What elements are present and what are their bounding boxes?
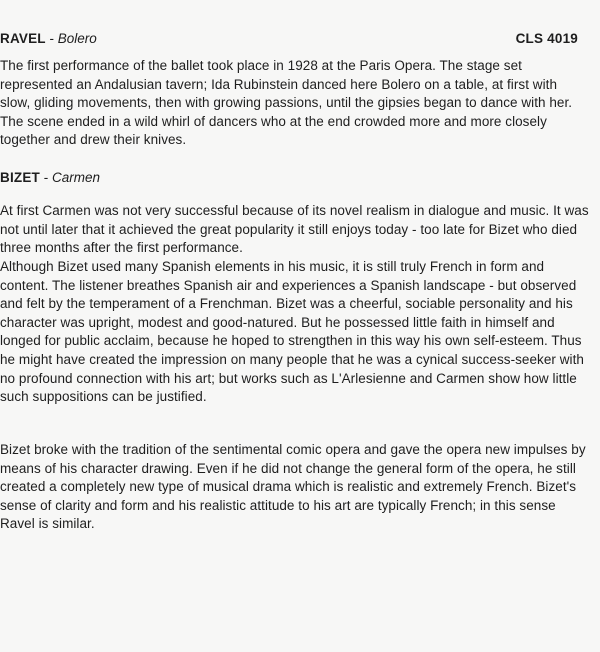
ravel-heading [0,30,594,47]
work-title: Bolero [57,31,97,46]
bizet-paragraph-1: At first Carmen was not very successful because of its novel realism in dialogue and music. It was not until later that it achieved the great popularity it still enjoys today - too late for Bizet who died three months after the first performance. [0,203,589,256]
catalog-number: CLS 4019 [515,31,578,46]
ravel-title [0,30,97,47]
title-separator: - [45,31,58,46]
title-separator: - [40,170,52,185]
ravel-paragraph: The first performance of the ballet took place in 1928 at the Paris Opera. The stage set represented an Andalusian tavern; Ida Rubinstein danced here Bolero on a table, at first with slow, gliding movements, then with growing passions, until the gipsies began to dance with her. The scene ended in a wild whirl of dancers who at the end crowded more and more closely together and drew their knives. [0,58,573,148]
bizet-paragraph-3: Bizet broke with the tradition of the sentimental comic opera and gave the opera new impulses by means of his character drawing. Even if he did not change the general form of the opera, he still created a completely new type of musical drama which is realistic and extremely French. Bizet's sense of clarity and form and his realistic attitude to his art are typically French; in this sense Ravel is similar. [0,442,586,532]
bizet-heading [0,169,100,186]
bizet-paragraph-2: Although Bizet used many Spanish elements in his music, it is still truly French in form and content. The listener breathes Spanish air and experiences a Spanish landscape - but observed and felt by the temperament of a Frenchman. Bizet was a cheerful, sociable personality and his character was upright, modest and good-natured. But he possessed little faith in himself and longed for public acclaim, because he hoped to strengthen in this way his own self-esteem. Thus he might have created the impression on many people that he was a cynical success-seeker with no profound connection with his art; but works such as L'Arlesienne and Carmen show how little such suppositions can be justified. [0,259,584,405]
composer-name: BIZET [0,170,40,185]
composer-name: RAVEL [0,31,46,46]
work-title: Carmen [52,170,101,185]
